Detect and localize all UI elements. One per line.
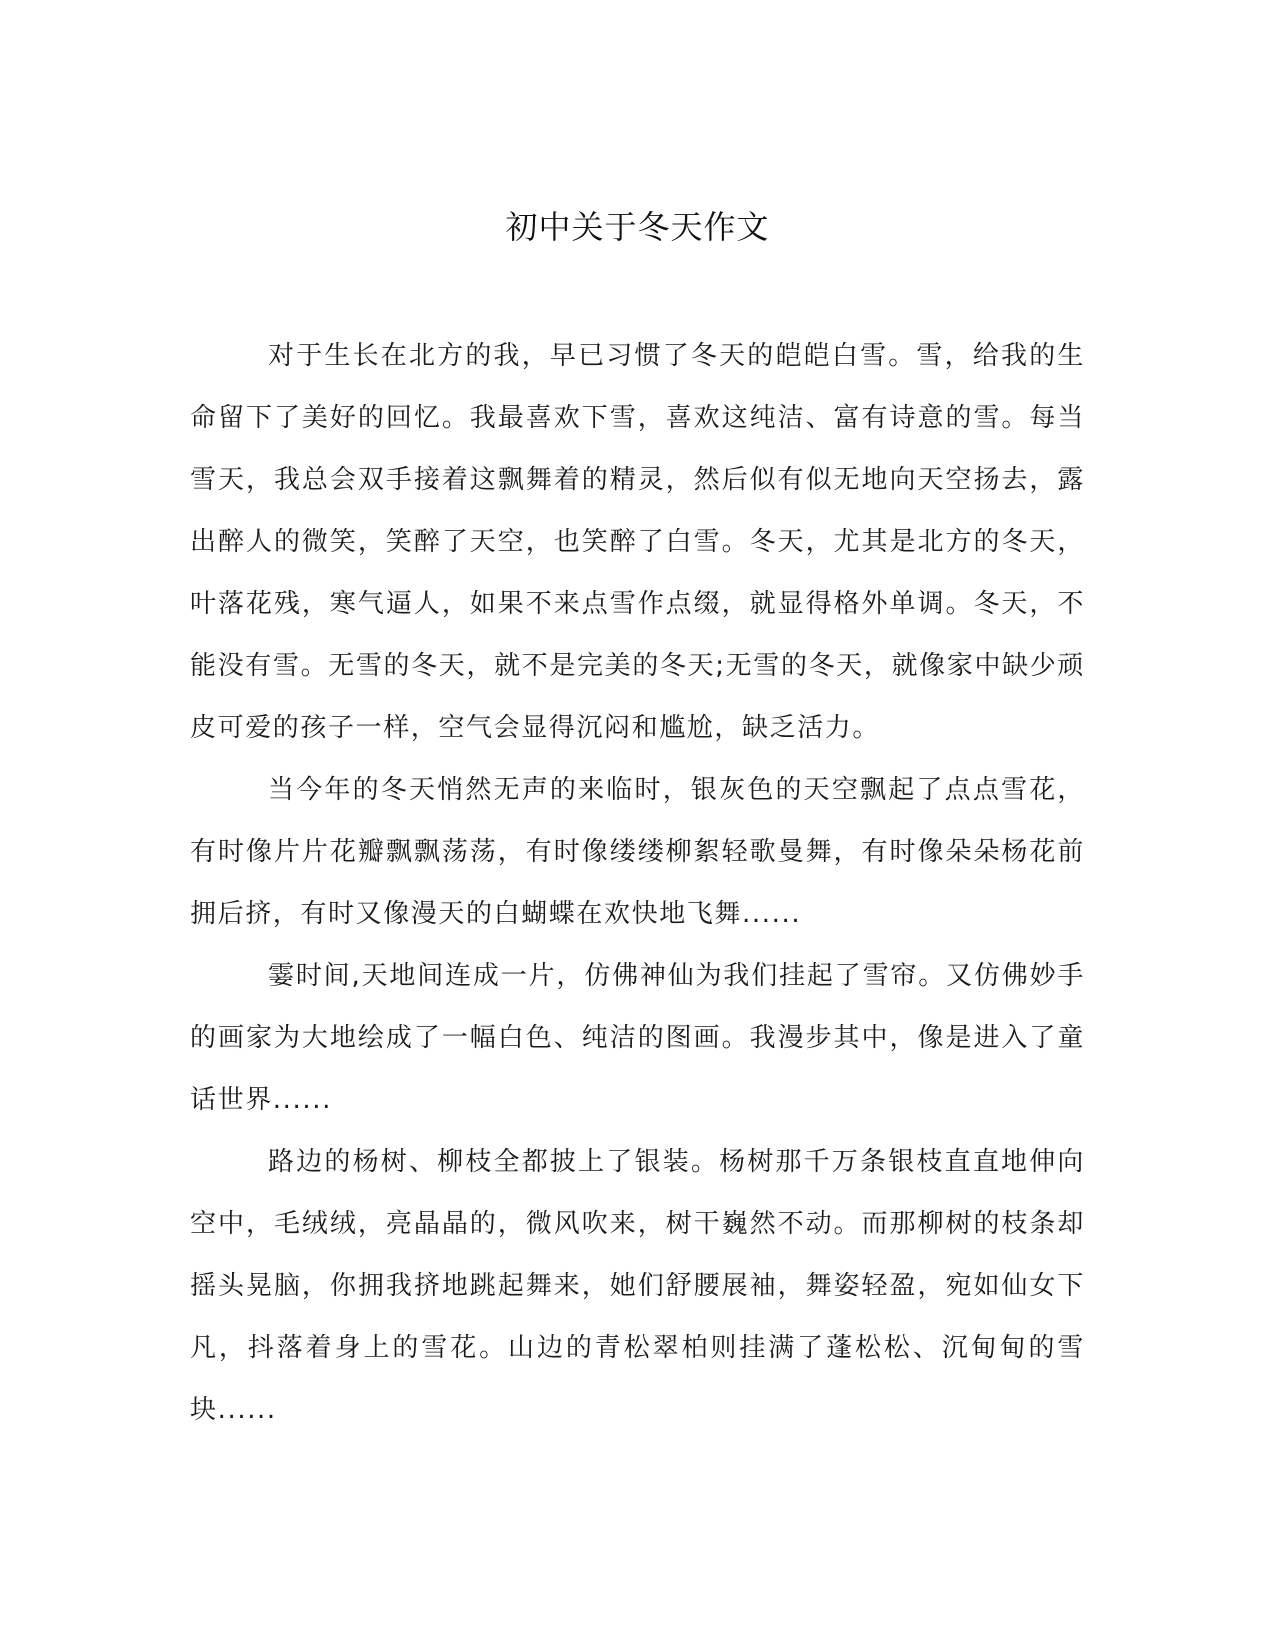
page-title: 初中关于冬天作文 — [505, 208, 770, 246]
paragraph-3: 霎时间,天地间连成一片，仿佛神仙为我们挂起了雪帘。又仿佛妙手的画家为大地绘成了一幅白色、纯洁的图画。我漫步其中，像是进入了童话世界...... — [190, 961, 1085, 1115]
paragraph-2: 当今年的冬天悄然无声的来临时，银灰色的天空飘起了点点雪花，有时像片片花瓣飘飘荡荡，有时像缕缕柳絮轻歌曼舞，有时像朵朵杨花前拥后挤，有时又像漫天的白蝴蝶在欢快地飞舞...... — [190, 775, 1085, 929]
essay-body — [190, 325, 1085, 1441]
paragraph-1: 对于生长在北方的我，早已习惯了冬天的皑皑白雪。雪，给我的生命留下了美好的回忆。我最喜欢下雪，喜欢这纯洁、富有诗意的雪。每当雪天，我总会双手接着这飘舞着的精灵，然后似有似无地向天空扬去，露出醉人的微笑，笑醉了天空，也笑醉了白雪。冬天，尤其是北方的冬天，叶落花残，寒气逼人，如果不来点雪作点缀，就显得格外单调。冬天，不能没有雪。无雪的冬天，就不是完美的冬天;无雪的冬天，就像家中缺少顽皮可爱的孩子一样，空气会显得沉闷和尴尬，缺乏活力。 — [190, 341, 1085, 743]
paragraph-4: 路边的杨树、柳枝全都披上了银装。杨树那千万条银枝直直地伸向空中，毛绒绒，亮晶晶的，微风吹来，树干巍然不动。而那柳树的枝条却摇头晃脑，你拥我挤地跳起舞来，她们舒腰展袖，舞姿轻盈，宛如仙女下凡，抖落着身上的雪花。山边的青松翠柏则挂满了蓬松松、沉甸甸的雪块...... — [190, 1147, 1085, 1425]
